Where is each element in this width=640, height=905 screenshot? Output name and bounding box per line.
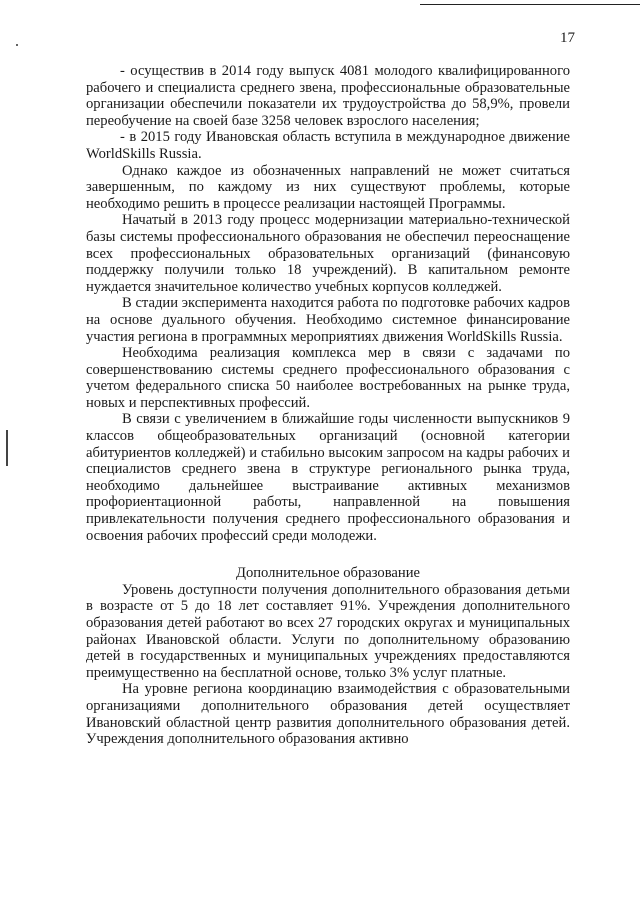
document-body [86, 63, 570, 748]
paragraph: В стадии эксперимента находится работа по подготовке рабочих кадров на основе дуального обучения. Необходимо системное финансирование участия региона в программных мероприятиях движения WorldSkills Russia. [86, 295, 570, 345]
page-number: 17 [560, 30, 575, 46]
paragraph: Уровень доступности получения дополнительного образования детьми в возрасте от 5 до 18 лет составляет 91%. Учреждения дополнительного образования детей работают во всех 27 городских округах и муниципальных районах Ивановской области. Услуги по дополнительному образованию детей в государственных и муниципальных учреждениях предоставляются преимущественно на бесплатной основе, только 3% услуг платные. [86, 581, 570, 681]
scan-speck [16, 44, 18, 46]
paragraph-list-item: - в 2015 году Ивановская область вступила в международное движение WorldSkills Russia. [86, 129, 570, 162]
section-heading: Дополнительное образование [235, 565, 421, 582]
scan-margin-mark [6, 430, 8, 466]
paragraph: В связи с увеличением в ближайшие годы численности выпускников 9 классов общеобразовательных организаций (основной категории абитуриентов колледжей) и стабильно высоким запросом на кадры рабочих и специалистов среднего звена в структуре регионального рынка труда, необходимо дальнейшее выстраивание активных механизмов профориентационной работы, направленной на повышения привлекательности получения среднего профессионального образования и освоения рабочих профессий среди молодежи. [86, 411, 570, 544]
paragraph: Однако каждое из обозначенных направлений не может считаться завершенным, по каждому из них существуют проблемы, которые необходимо решить в процессе реализации настоящей Программы. [86, 162, 570, 212]
scan-top-rule [420, 4, 640, 5]
paragraph: Начатый в 2013 году процесс модернизации материально-технической базы системы профессионального образования не обеспечил переоснащение всех профессиональных образовательных организаций (финансовую поддержку получили только 18 учреждений). В капитальном ремонте нуждается значительное количество учебных корпусов колледжей. [86, 212, 570, 295]
paragraph-list-item: - осуществив в 2014 году выпуск 4081 молодого квалифицированного рабочего и специалиста среднего звена, профессиональные образовательные организации обеспечили показатели их трудоустройства до 58,9%, провели переобучение на своей базе 3258 человек взрослого населения; [86, 63, 570, 129]
paragraph: Необходима реализация комплекса мер в связи с задачами по совершенствованию системы среднего профессионального образования с учетом федерального списка 50 наиболее востребованных на рынке труда, новых и перспективных профессий. [86, 345, 570, 411]
paragraph: На уровне региона координацию взаимодействия с образовательными организациями дополнительного образования детей осуществляет Ивановский областной центр развития дополнительного образования детей. Учреждения дополнительного образования активно [86, 681, 570, 748]
